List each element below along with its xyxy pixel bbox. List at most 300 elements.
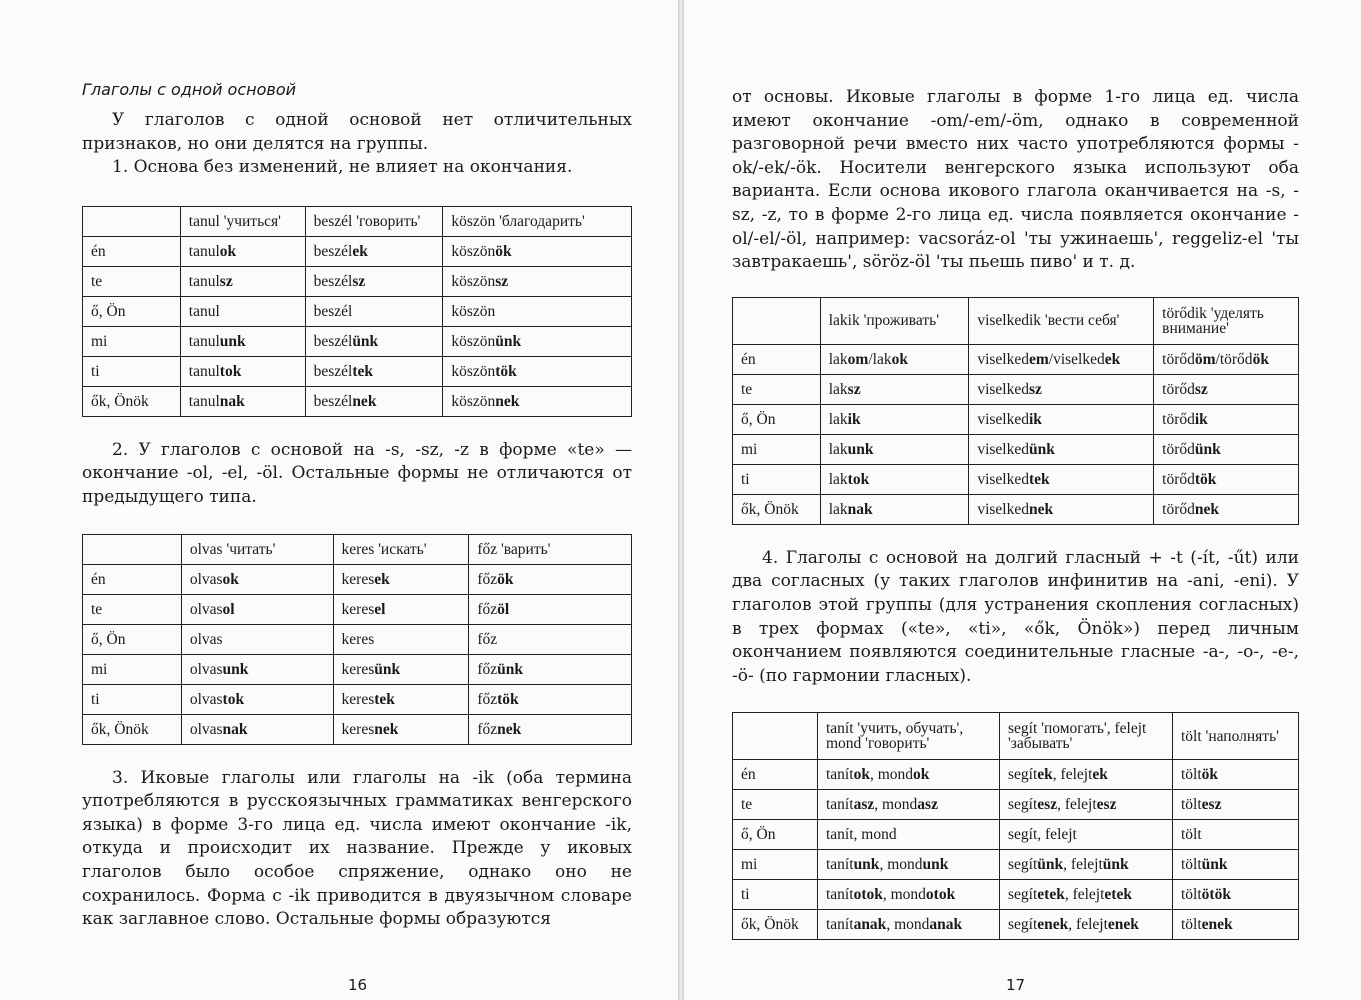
conjugation-table-3 <box>732 297 1299 525</box>
ending: tök <box>1194 470 1217 488</box>
ending: nek <box>1028 500 1054 518</box>
table-row <box>83 236 632 266</box>
verb-form-cell <box>818 910 1000 940</box>
stem: mi <box>741 440 758 458</box>
ending: tek <box>374 690 395 708</box>
conjugation-table-1 <box>82 206 632 417</box>
table-row <box>83 386 632 416</box>
table-header-row <box>733 297 1299 344</box>
table-row <box>733 464 1299 494</box>
stem: lak <box>828 440 848 458</box>
verb-form-cell <box>1154 464 1299 494</box>
table-header-row <box>83 206 632 236</box>
verb-form-cell <box>818 820 1000 850</box>
table-row <box>83 356 632 386</box>
table-row <box>83 326 632 356</box>
verb-form-cell <box>1154 434 1299 464</box>
verb-form-cell <box>1173 820 1299 850</box>
stem: törőd <box>1162 500 1195 518</box>
stem: viselked <box>977 380 1029 398</box>
table-row <box>83 266 632 296</box>
pronoun-cell <box>733 494 821 524</box>
ending: ök <box>495 242 512 260</box>
stem: tanít <box>826 886 854 904</box>
table-header-cell: beszél 'говорить' <box>305 206 443 236</box>
table-header-row <box>83 534 632 564</box>
ending: enek <box>1107 916 1139 934</box>
verb-form-cell <box>333 594 469 624</box>
stem: , felejt <box>1068 916 1108 934</box>
stem: tanul <box>188 242 220 260</box>
table-row <box>83 624 632 654</box>
ending: unk <box>922 856 949 874</box>
table-row <box>733 820 1299 850</box>
ending: asz <box>853 796 875 814</box>
stem: tanul <box>188 302 220 320</box>
ending: enek <box>1037 916 1069 934</box>
table-header-cell <box>83 534 182 564</box>
ending: etek <box>1104 886 1132 904</box>
ending: tek <box>352 362 373 380</box>
ending: ok <box>913 766 930 784</box>
verb-form-cell <box>305 236 443 266</box>
table-header-cell: köszön 'благодарить' <box>443 206 632 236</box>
verb-form-cell <box>181 564 333 594</box>
stem: én <box>741 766 756 784</box>
verb-form-cell <box>180 296 305 326</box>
ending: nak <box>222 720 248 738</box>
stem: keres <box>341 690 375 708</box>
pronoun-cell <box>733 790 818 820</box>
table-row <box>733 880 1299 910</box>
stem: köszön <box>451 302 496 320</box>
ending: ol <box>222 600 235 618</box>
ending: ünk <box>374 660 401 678</box>
stem: főz <box>477 630 498 648</box>
stem: , mond <box>879 856 923 874</box>
stem: én <box>91 242 106 260</box>
verb-form-cell <box>1173 850 1299 880</box>
pronoun-cell <box>83 386 181 416</box>
pronoun-cell <box>83 684 182 714</box>
pronoun-cell <box>733 374 821 404</box>
ending: ötök <box>1201 886 1231 904</box>
stem: olvas <box>189 570 223 588</box>
verb-form-cell <box>180 236 305 266</box>
ending: nek <box>497 720 522 738</box>
table-row <box>733 850 1299 880</box>
ending: ek <box>1104 350 1121 368</box>
table-header-cell <box>733 297 821 344</box>
verb-form-cell <box>180 266 305 296</box>
pronoun-cell <box>733 434 821 464</box>
table-row <box>83 654 632 684</box>
stem: tanít <box>826 916 854 934</box>
verb-form-cell <box>1154 494 1299 524</box>
stem: köszön <box>451 272 496 290</box>
verb-form-cell <box>1173 760 1299 790</box>
stem: tölt <box>1181 766 1202 784</box>
stem: főz <box>477 660 498 678</box>
ending: ik <box>1028 410 1042 428</box>
table-row <box>733 790 1299 820</box>
verb-form-cell <box>181 684 333 714</box>
stem: lak <box>828 380 848 398</box>
table-header-cell: segít 'помогать', felejt 'забывать' <box>1000 713 1173 760</box>
stem: viselked <box>977 350 1029 368</box>
stem: segít <box>1008 766 1038 784</box>
stem: főz <box>477 690 498 708</box>
stem: , felejt <box>1064 886 1105 904</box>
ending: ek <box>1037 766 1053 784</box>
stem: ők, Önök <box>91 392 149 410</box>
pronoun-cell <box>733 760 818 790</box>
stem: viselked <box>977 470 1029 488</box>
ending: ök <box>1201 766 1219 784</box>
ending: tök <box>497 690 519 708</box>
stem: főz <box>477 720 498 738</box>
verb-form-cell <box>333 684 469 714</box>
stem: ők, Önök <box>741 500 799 518</box>
pronoun-cell <box>83 594 182 624</box>
stem: tanít <box>826 766 854 784</box>
stem: olvas <box>189 660 223 678</box>
verb-form-cell <box>969 434 1154 464</box>
pronoun-cell <box>83 236 181 266</box>
stem: én <box>91 570 106 588</box>
verb-form-cell <box>305 266 443 296</box>
ending: ik <box>847 410 861 428</box>
table-header-cell: tölt 'наполнять' <box>1173 713 1299 760</box>
ending: om <box>847 350 869 368</box>
stem: törőd <box>1162 350 1195 368</box>
ending: sz <box>1028 380 1042 398</box>
verb-form-cell <box>305 326 443 356</box>
stem: törőd <box>1162 410 1195 428</box>
table-header-cell: tanul 'учиться' <box>180 206 305 236</box>
stem: /lak <box>868 350 892 368</box>
verb-form-cell <box>443 386 632 416</box>
continuation-paragraph: от основы. Иковые глаголы в форме 1-го лица ед. числа имеют окончание -om/-em/-öm, однако в современной разговорной речи вместо них часто употребляются формы -ok/-ek/-ök. Носители венгерского языка используют оба варианта. Если основа икового глагола оканчивается на -s, -sz, -z, то в форме 2-го лица ед. числа появляется окончание -ol/-el/-öl, например: vacsoráz-ol 'ты ужинаешь', reggeliz-el 'ты завтракаешь', söröz-öl 'ты пьешь пиво' и т. д. <box>732 87 1299 273</box>
verb-form-cell <box>181 714 333 744</box>
verb-form-cell <box>1154 404 1299 434</box>
pronoun-cell <box>83 714 182 744</box>
pronoun-cell <box>733 820 818 850</box>
stem: segít <box>1008 916 1038 934</box>
verb-form-cell <box>333 654 469 684</box>
ending: ek <box>352 242 368 260</box>
verb-form-cell <box>333 714 469 744</box>
stem: tölt <box>1181 826 1202 844</box>
stem: ő, Ön <box>91 302 126 320</box>
stem: beszél <box>313 362 353 380</box>
stem: keres <box>341 570 375 588</box>
ending: ök <box>1252 350 1269 368</box>
table-row <box>733 344 1299 374</box>
verb-form-cell <box>1000 820 1173 850</box>
verb-form-cell <box>333 564 469 594</box>
verb-form-cell <box>820 494 969 524</box>
ending: sz <box>847 380 861 398</box>
ending: enek <box>1201 916 1233 934</box>
verb-form-cell <box>305 296 443 326</box>
page-number-right: 17 <box>1006 976 1026 994</box>
verb-form-cell <box>443 236 632 266</box>
pronoun-cell <box>83 564 182 594</box>
ending: otok <box>925 886 956 904</box>
stem: te <box>741 380 753 398</box>
table-row <box>733 910 1299 940</box>
verb-form-cell <box>469 564 632 594</box>
table-header-cell: törődik 'уделять внимание' <box>1154 297 1299 344</box>
table-header-row <box>733 713 1299 760</box>
stem: , felejt <box>1063 856 1103 874</box>
ending: ök <box>497 570 514 588</box>
ending: em <box>1028 350 1049 368</box>
ending: otok <box>853 886 883 904</box>
verb-form-cell <box>469 714 632 744</box>
ending: ünk <box>1194 440 1221 458</box>
ending: ünk <box>497 660 523 678</box>
verb-form-cell <box>820 434 969 464</box>
verb-form-cell <box>181 624 333 654</box>
verb-form-cell <box>305 386 443 416</box>
stem: beszél <box>313 392 353 410</box>
table-header-cell: tanít 'учить, обучать', mond 'говорить' <box>818 713 1000 760</box>
stem: lak <box>828 500 848 518</box>
pronoun-cell <box>733 344 821 374</box>
stem: ti <box>741 886 750 904</box>
stem: beszél <box>313 332 353 350</box>
ending: nek <box>374 720 399 738</box>
table-row <box>733 434 1299 464</box>
ending: nek <box>1194 500 1219 518</box>
stem: /törőd <box>1215 350 1253 368</box>
stem: keres <box>341 600 375 618</box>
table-header-cell: viselkedik 'вести себя' <box>969 297 1154 344</box>
ending: öm <box>1194 350 1216 368</box>
ending: sz <box>219 272 233 290</box>
stem: köszön <box>451 362 496 380</box>
stem: köszön <box>451 392 496 410</box>
ending: anak <box>929 916 963 934</box>
stem: segít <box>1008 856 1038 874</box>
ending: anak <box>853 916 887 934</box>
intro-paragraph: У глаголов с одной основой нет отличительных признаков, но они делятся на группы. <box>82 110 632 154</box>
table-row <box>83 594 632 624</box>
verb-form-cell <box>469 684 632 714</box>
ending: nek <box>352 392 377 410</box>
ending: esz <box>1096 796 1117 814</box>
ending: sz <box>352 272 366 290</box>
ending: nek <box>495 392 520 410</box>
stem: lak <box>828 410 848 428</box>
ending: ok <box>891 350 908 368</box>
verb-form-cell <box>443 356 632 386</box>
table-row <box>733 494 1299 524</box>
pronoun-cell <box>83 266 181 296</box>
verb-form-cell <box>1173 790 1299 820</box>
stem: keres <box>341 660 375 678</box>
ending: ok <box>853 766 870 784</box>
verb-form-cell <box>969 374 1154 404</box>
table-row <box>83 296 632 326</box>
stem: lak <box>828 470 848 488</box>
verb-form-cell <box>180 356 305 386</box>
ending: sz <box>1194 380 1208 398</box>
stem: , mond <box>886 916 930 934</box>
table-header-cell: lakik 'проживать' <box>820 297 969 344</box>
pronoun-cell <box>733 910 818 940</box>
stem: , felejt <box>1057 796 1097 814</box>
stem: mi <box>91 660 108 678</box>
stem: olvas <box>189 690 223 708</box>
verb-form-cell <box>443 266 632 296</box>
verb-form-cell <box>181 594 333 624</box>
stem: tanít, mond <box>826 826 897 844</box>
table-row <box>733 760 1299 790</box>
pronoun-cell <box>83 624 182 654</box>
stem: ti <box>91 690 100 708</box>
table-header-cell: olvas 'читать' <box>181 534 333 564</box>
item-2-paragraph: 2. У глаголов с основой на -s, -sz, -z в форме «te» — окончание -ol, -el, -öl. Остальные формы не отличаются от предыдущего типа. <box>82 439 632 507</box>
ending: tök <box>495 362 517 380</box>
table-row <box>733 374 1299 404</box>
pronoun-cell <box>733 404 821 434</box>
page-number-left: 16 <box>348 976 368 994</box>
right-page <box>684 0 1361 1000</box>
ending: el <box>374 600 386 618</box>
ending: ok <box>219 242 237 260</box>
ending: ünk <box>1028 440 1055 458</box>
stem: , mond <box>869 766 913 784</box>
stem: tanít <box>826 856 854 874</box>
stem: segít <box>1008 796 1038 814</box>
stem: keres <box>341 630 375 648</box>
stem: te <box>741 796 753 814</box>
ending: ek <box>1092 766 1108 784</box>
stem: beszél <box>313 242 353 260</box>
ending: nak <box>847 500 873 518</box>
stem: ő, Ön <box>91 630 126 648</box>
stem: ő, Ön <box>741 410 776 428</box>
stem: viselked <box>977 410 1029 428</box>
section-heading: Глаголы с одной основой <box>82 80 297 99</box>
verb-form-cell <box>820 374 969 404</box>
verb-form-cell <box>1000 760 1173 790</box>
stem: ti <box>91 362 100 380</box>
stem: segít, felejt <box>1008 826 1077 844</box>
ending: tek <box>1028 470 1050 488</box>
stem: ők, Önök <box>91 720 149 738</box>
verb-form-cell <box>820 404 969 434</box>
stem: én <box>741 350 756 368</box>
stem: tanul <box>188 392 220 410</box>
stem: törőd <box>1162 440 1195 458</box>
verb-form-cell <box>305 356 443 386</box>
verb-form-cell <box>1000 880 1173 910</box>
stem: /viselked <box>1048 350 1105 368</box>
verb-form-cell <box>469 654 632 684</box>
stem: viselked <box>977 440 1029 458</box>
stem: tölt <box>1181 856 1202 874</box>
item-4-paragraph: 4. Глаголы с основой на долгий гласный + -t (-ít, -űt) или два согласных (у таких глаголов инфинитив на -ani, -eni). У глаголов этой группы (для устранения скопления согласных) в трех формах («te», «ti», «ők, Önök») перед личным окончанием появляются соединительные гласные -a-, -o-, -e-, -ö- (по гармонии гласных). <box>732 547 1299 686</box>
verb-form-cell <box>969 404 1154 434</box>
pronoun-cell <box>83 654 182 684</box>
table-header-cell: keres 'искать' <box>333 534 469 564</box>
pronoun-cell <box>83 356 181 386</box>
stem: törőd <box>1162 380 1195 398</box>
table-header-cell <box>83 206 181 236</box>
verb-form-cell <box>1154 344 1299 374</box>
stem: , mond <box>882 886 926 904</box>
stem: viselked <box>977 500 1029 518</box>
verb-form-cell <box>820 344 969 374</box>
item-1-paragraph: 1. Основа без изменений, не влияет на окончания. <box>112 157 573 178</box>
stem: tölt <box>1181 796 1202 814</box>
ending: nak <box>219 392 245 410</box>
ending: ek <box>374 570 390 588</box>
verb-form-cell <box>969 464 1154 494</box>
pronoun-cell <box>733 880 818 910</box>
verb-form-cell <box>1173 880 1299 910</box>
verb-form-cell <box>969 494 1154 524</box>
verb-form-cell <box>469 624 632 654</box>
stem: te <box>91 600 103 618</box>
stem: olvas <box>189 630 223 648</box>
verb-form-cell <box>180 386 305 416</box>
verb-form-cell <box>820 464 969 494</box>
verb-form-cell <box>969 344 1154 374</box>
verb-form-cell <box>443 296 632 326</box>
ending: ik <box>1194 410 1208 428</box>
verb-form-cell <box>443 326 632 356</box>
verb-form-cell <box>333 624 469 654</box>
stem: mi <box>741 856 758 874</box>
ending: sz <box>495 272 509 290</box>
verb-form-cell <box>1000 790 1173 820</box>
pronoun-cell <box>83 326 181 356</box>
ending: esz <box>1201 796 1222 814</box>
ending: unk <box>853 856 880 874</box>
stem: főz <box>477 600 498 618</box>
ending: öl <box>497 600 510 618</box>
stem: olvas <box>189 600 223 618</box>
item-3-paragraph: 3. Иковые глаголы или глаголы на -ik (оба термина употребляются в русскоязычных грамматиках венгерского языка) в форме 3-го лица ед. числа имеют окончание -ik, откуда и происходит их название. Прежде у иковых глаголов было особое спряжение, однако оно не сохранилось. Форма с -ik приводится в двуязычном словаре как заглавное слово. Остальные формы образуются <box>82 767 632 930</box>
verb-form-cell <box>818 850 1000 880</box>
table-header-cell: főz 'варить' <box>469 534 632 564</box>
stem: tölt <box>1181 886 1202 904</box>
ending: asz <box>917 796 938 814</box>
pronoun-cell <box>733 464 821 494</box>
pronoun-cell <box>733 850 818 880</box>
table-row <box>733 404 1299 434</box>
ending: unk <box>219 332 246 350</box>
stem: te <box>91 272 103 290</box>
ending: ünk <box>495 332 522 350</box>
ending: unk <box>847 440 874 458</box>
verb-form-cell <box>181 654 333 684</box>
ending: ünk <box>1102 856 1129 874</box>
stem: , mond <box>874 796 918 814</box>
verb-form-cell <box>180 326 305 356</box>
stem: tanul <box>188 272 220 290</box>
stem: köszön <box>451 242 496 260</box>
stem: köszön <box>451 332 496 350</box>
stem: beszél <box>313 302 353 320</box>
verb-form-cell <box>1173 910 1299 940</box>
verb-form-cell <box>818 790 1000 820</box>
